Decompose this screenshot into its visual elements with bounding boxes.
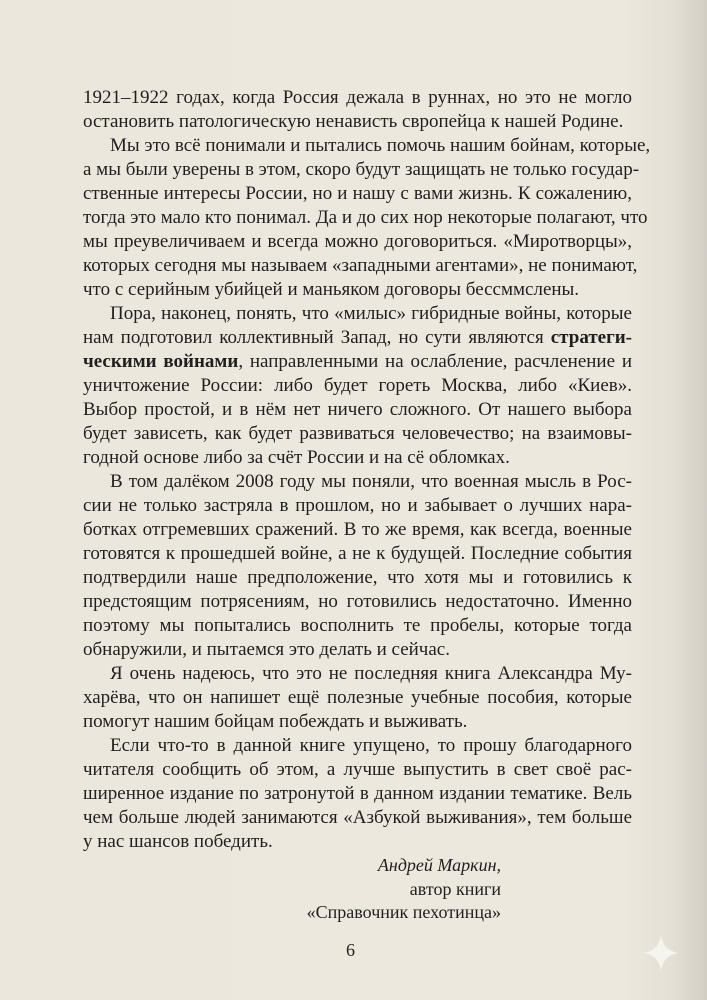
text-segment: помогут нашим бойцам побеждать и выживать.	[83, 711, 468, 732]
text-segment: что с серийным убийцей и маньяком договоры бессммслены.	[83, 279, 580, 300]
text-line	[83, 398, 632, 422]
text-segment: готовятся к прошедшей войне, а не к будущей. Последние события	[83, 543, 632, 564]
text-line	[83, 758, 632, 782]
body-text	[83, 86, 651, 854]
text-line	[83, 254, 638, 278]
text-line	[83, 638, 632, 662]
paragraph	[83, 302, 632, 470]
text-line	[83, 302, 632, 326]
text-line	[83, 278, 632, 302]
text-segment: уничтожение России: либо будет гореть Москва, либо «Киев».	[83, 375, 632, 396]
text-line	[83, 374, 632, 398]
text-segment: предстоящим потрясениям, но готовились недостаточно. Именно	[83, 591, 632, 612]
text-segment: будет зависеть, как будет развиваться человечество; на взаимовы-	[83, 423, 632, 444]
signature-name: Андрей Маркин,	[377, 855, 501, 875]
paragraph	[83, 134, 651, 302]
sparkle-icon	[641, 933, 681, 973]
text-segment: Я очень надеюсь, что это не последняя книга Александра Му-	[110, 663, 632, 684]
text-segment: чем больше людей занимаются «Азбукой выживания», тем больше	[83, 807, 632, 828]
text-segment: 1921–1922 годах, когда Россия дежала в руннах, но это не могло	[83, 87, 632, 108]
text-line	[83, 326, 632, 350]
text-segment: ственные интересы России, но и нашу с вами жизнь. К сожалению,	[83, 183, 632, 204]
text-segment: Пора, наконец, понять, что «милыс» гибридные войны, которые	[110, 303, 632, 324]
text-segment: тогда это мало кто понимал. Да и до сих нор некоторые полагают, что	[83, 207, 648, 228]
text-line	[83, 782, 632, 806]
text-line	[83, 686, 632, 710]
paragraph	[83, 470, 632, 662]
text-segment: годной основе либо за счёт России и на сё обломках.	[83, 447, 510, 468]
text-segment: нам подготовил коллективный Запад, но сути являются	[83, 327, 551, 348]
text-segment: читателя сообщить об этом, а лучше выпустить в свет своё рас-	[83, 759, 632, 780]
text-line	[83, 158, 640, 182]
text-segment: у нас шансов победить.	[83, 831, 273, 852]
text-line	[83, 542, 632, 566]
text-line	[83, 446, 632, 470]
text-segment: поэтому мы попытались восполнить те пробелы, которые тогда	[83, 615, 632, 636]
text-segment: Если что-то в данной книге упущено, то прошу благодарного	[110, 735, 632, 756]
text-segment: сии не только застряла в прошлом, но и забывает о лучших нара-	[83, 495, 632, 516]
bold-text: ческими войнами	[83, 351, 239, 372]
text-segment: Мы это всё понимали и пытались помочь нашим бойнам, которые,	[110, 135, 651, 156]
page-number: 6	[346, 940, 355, 960]
text-segment: обнаружили, и пытаемся это делать и сейчас.	[83, 639, 450, 660]
text-segment: Выбор простой, и в нём нет ничего сложного. От нашего выбора	[83, 399, 632, 420]
text-line	[83, 518, 632, 542]
text-line	[83, 806, 632, 830]
text-segment: ботках отгремевших сражений. В то же время, как всегда, военные	[83, 519, 632, 540]
text-line	[83, 734, 632, 758]
text-line	[83, 86, 632, 110]
text-line	[83, 662, 632, 686]
text-segment: , направленными на ослабление, расчленение и	[238, 351, 632, 372]
signature-block	[307, 854, 501, 925]
text-segment: остановить патологическую ненависть свропейца к нашей Родине.	[83, 111, 624, 132]
text-line	[83, 206, 648, 230]
text-line	[83, 230, 632, 254]
paragraph	[83, 734, 632, 854]
text-segment: подтвердили наше предположение, что хотя мы и готовились к	[83, 567, 632, 588]
paragraph	[83, 86, 632, 134]
signature-role: автор книги	[409, 878, 501, 899]
text-line	[83, 566, 632, 590]
text-segment: мы преувеличиваем и всегда можно договориться. «Миротворцы»,	[83, 231, 632, 252]
text-line	[83, 110, 632, 134]
text-line	[83, 470, 632, 494]
text-line	[83, 350, 632, 374]
text-line	[83, 422, 632, 446]
text-line	[83, 182, 632, 206]
text-line	[83, 590, 632, 614]
text-segment: ширенное издание по затронутой в данном издании тематике. Вель	[83, 783, 632, 804]
text-line	[83, 494, 632, 518]
text-line	[83, 830, 632, 854]
text-line	[83, 134, 651, 158]
signature-book: «Справочник пехотинца»	[306, 902, 501, 922]
text-segment: харёва, что он напишет ещё полезные учебные пособия, которые	[83, 687, 632, 708]
text-line	[83, 614, 632, 638]
text-segment: которых сегодня мы называем «западными агентами», не понимают,	[83, 255, 638, 276]
paragraph	[83, 662, 632, 734]
bold-text: стратеги-	[550, 327, 632, 348]
text-segment: В том далёком 2008 году мы поняли, что военная мысль в Рос-	[110, 471, 632, 492]
text-line	[83, 710, 632, 734]
text-segment: а мы были уверены в этом, скоро будут защищать не только государ-	[83, 159, 640, 180]
